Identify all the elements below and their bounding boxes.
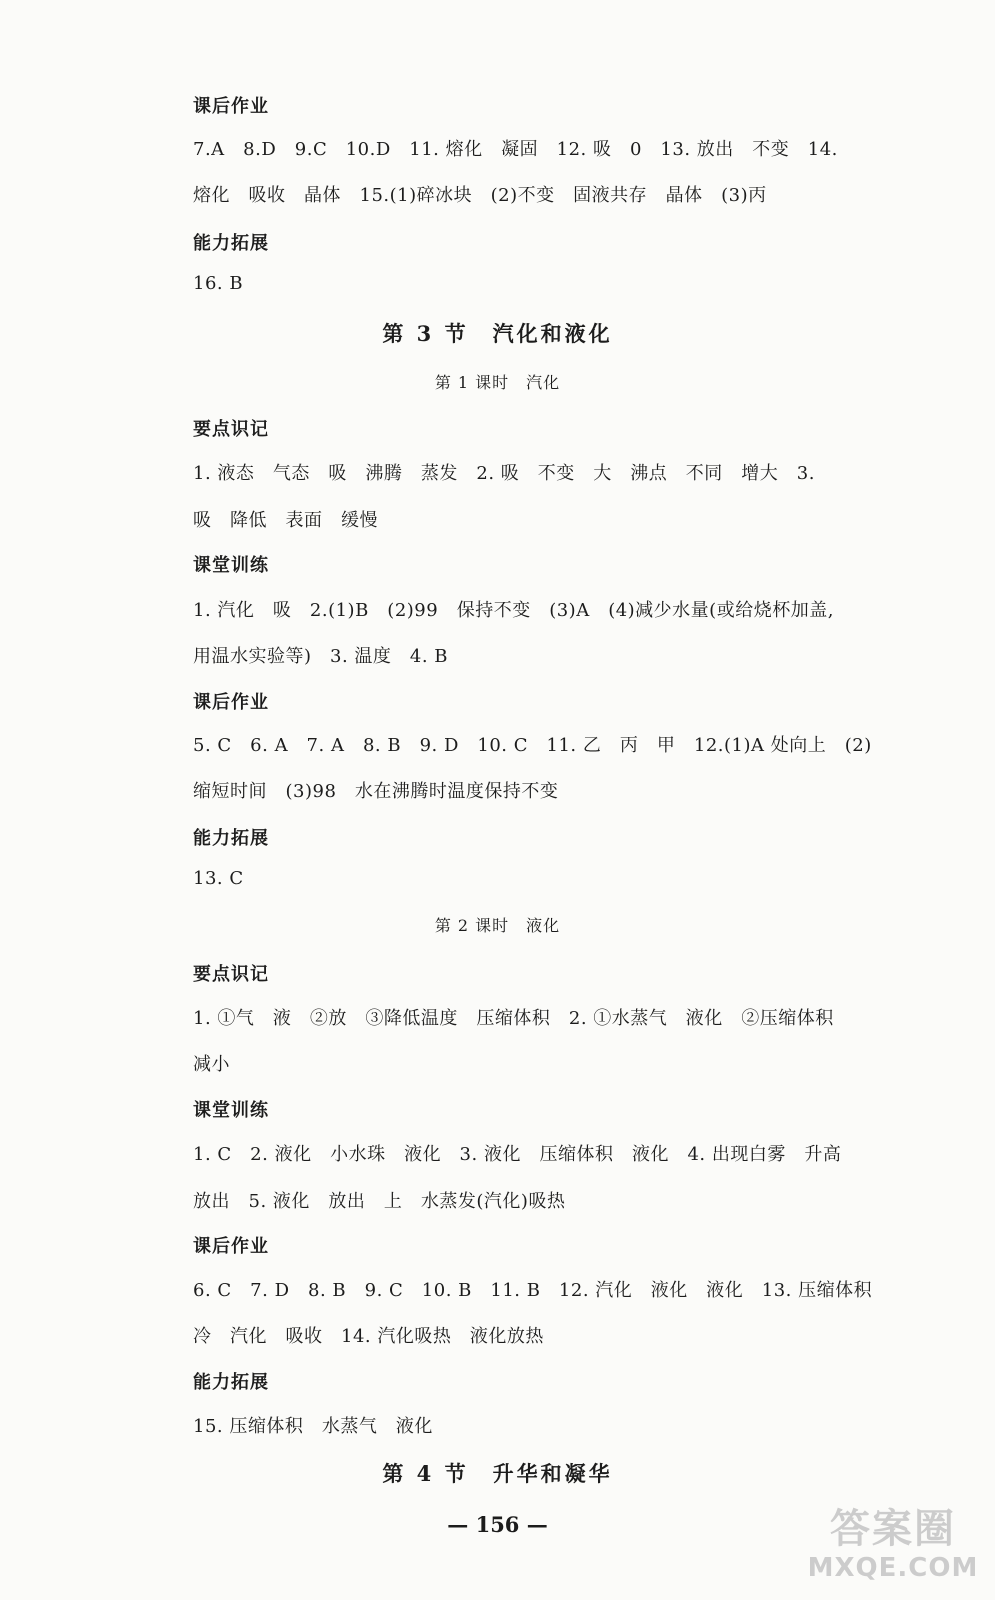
answer-line: 减小	[193, 1054, 230, 1075]
answer-line: 熔化 吸收 晶体 15.(1)碎冰块 (2)不变 固液共存 晶体 (3)丙	[193, 185, 767, 206]
heading-extension: 能力拓展	[193, 1372, 269, 1393]
answer-line: 15. 压缩体积 水蒸气 液化	[193, 1416, 433, 1437]
heading-homework: 课后作业	[193, 692, 269, 713]
watermark-logo: 答案圈	[830, 1506, 956, 1552]
answer-line: 1. 液态 气态 吸 沸腾 蒸发 2. 吸 不变 大 沸点 不同 增大 3.	[193, 463, 815, 484]
answer-line: 1. 汽化 吸 2.(1)B (2)99 保持不变 (3)A (4)减少水量(或给烧杯加盖,	[193, 600, 834, 621]
section-title: 第 4 节 升华和凝华	[382, 1461, 613, 1486]
section-title: 第 3 节 汽化和液化	[382, 321, 613, 346]
heading-extension: 能力拓展	[193, 828, 269, 849]
watermark-url: MXQE.COM	[807, 1553, 979, 1583]
heading-homework: 课后作业	[193, 1236, 269, 1257]
heading-homework: 课后作业	[193, 96, 269, 117]
answer-line: 1. ①气 液 ②放 ③降低温度 压缩体积 2. ①水蒸气 液化 ②压缩体积	[193, 1008, 834, 1029]
answer-line: 缩短时间 (3)98 水在沸腾时温度保持不变	[193, 781, 559, 802]
answer-line: 16. B	[193, 273, 244, 294]
answer-line: 用温水实验等) 3. 温度 4. B	[193, 646, 449, 667]
lesson-title: 第 1 课时 汽化	[434, 373, 561, 392]
answer-line: 吸 降低 表面 缓慢	[193, 510, 378, 531]
answer-line: 6. C 7. D 8. B 9. C 10. B 11. B 12. 汽化 液化 液化 13. 压缩体积	[193, 1280, 873, 1301]
answer-line: 5. C 6. A 7. A 8. B 9. D 10. C 11. 乙 丙 甲 12.(1)A 处向上 (2)	[193, 735, 872, 756]
heading-key-points: 要点识记	[193, 419, 269, 440]
answer-line: 7.A 8.D 9.C 10.D 11. 熔化 凝固 12. 吸 0 13. 放出 不变 14.	[193, 139, 838, 160]
answer-line: 冷 汽化 吸收 14. 汽化吸热 液化放热	[193, 1326, 544, 1347]
lesson-title: 第 2 课时 液化	[434, 916, 561, 935]
heading-class-practice: 课堂训练	[193, 555, 269, 576]
heading-class-practice: 课堂训练	[193, 1100, 269, 1121]
watermark	[803, 1505, 983, 1590]
answer-line: 13. C	[193, 868, 244, 889]
page-number: — 156 —	[447, 1512, 548, 1537]
answer-line: 放出 5. 液化 放出 上 水蒸发(汽化)吸热	[193, 1191, 566, 1212]
answer-line: 1. C 2. 液化 小水珠 液化 3. 液化 压缩体积 液化 4. 出现白雾 升高	[193, 1144, 842, 1165]
heading-key-points: 要点识记	[193, 964, 269, 985]
heading-extension: 能力拓展	[193, 233, 269, 254]
